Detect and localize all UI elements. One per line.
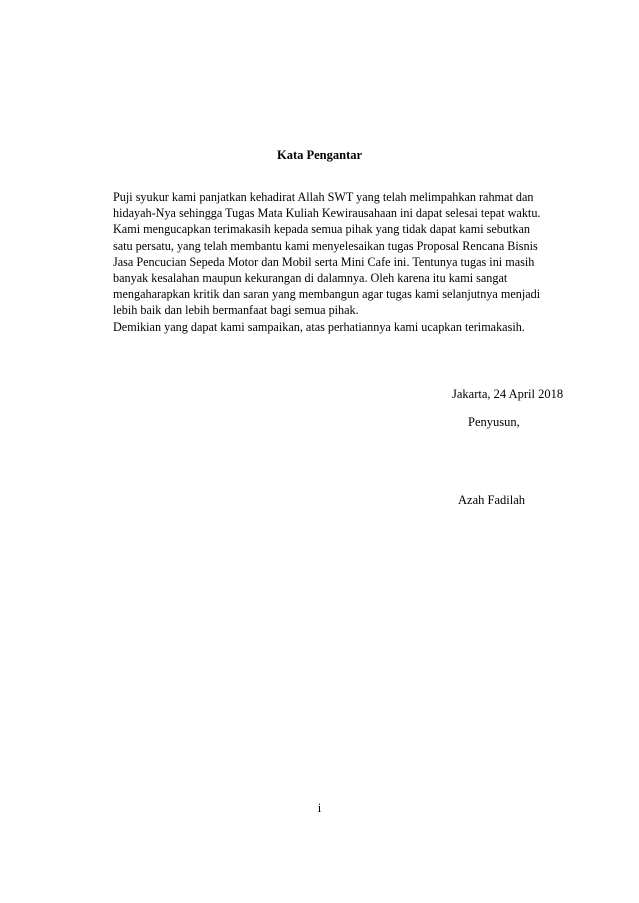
page-number: i xyxy=(317,801,322,815)
author-name: Azah Fadilah xyxy=(458,493,525,507)
document-title: Kata Pengantar xyxy=(276,148,363,162)
paragraph-line: Demikian yang dapat kami sampaikan, atas perhatiannya kami ucapkan terimakasih. xyxy=(113,319,525,334)
paragraph-line: Jasa Pencucian Sepeda Motor dan Mobil serta Mini Cafe ini. Tentunya tugas ini masih xyxy=(113,254,535,269)
foreword-body xyxy=(113,189,558,335)
paragraph-line: banyak kesalahan maupun kekurangan di dalamnya. Oleh karena itu kami sangat xyxy=(113,271,508,286)
author-role: Penyusun, xyxy=(468,415,520,429)
paragraph-line: hidayah-Nya sehingga Tugas Mata Kuliah Kewirausahaan ini dapat selesai tepat waktu. xyxy=(113,206,541,221)
paragraph-line: mengaharapkan kritik dan saran yang membangun agar tugas kami selanjutnya menjadi xyxy=(113,287,541,302)
place-and-date: Jakarta, 24 April 2018 xyxy=(452,387,564,401)
paragraph-line: Kami mengucapkan terimakasih kepada semua pihak yang tidak dapat kami sebutkan xyxy=(113,222,530,237)
paragraph-line: Puji syukur kami panjatkan kehadirat Allah SWT yang telah melimpahkan rahmat dan xyxy=(113,190,534,204)
paragraph-line: satu persatu, yang telah membantu kami menyelesaikan tugas Proposal Rencana Bisnis xyxy=(113,238,538,253)
paragraph-line: lebih baik dan lebih bermanfaat bagi semua pihak. xyxy=(113,303,359,318)
